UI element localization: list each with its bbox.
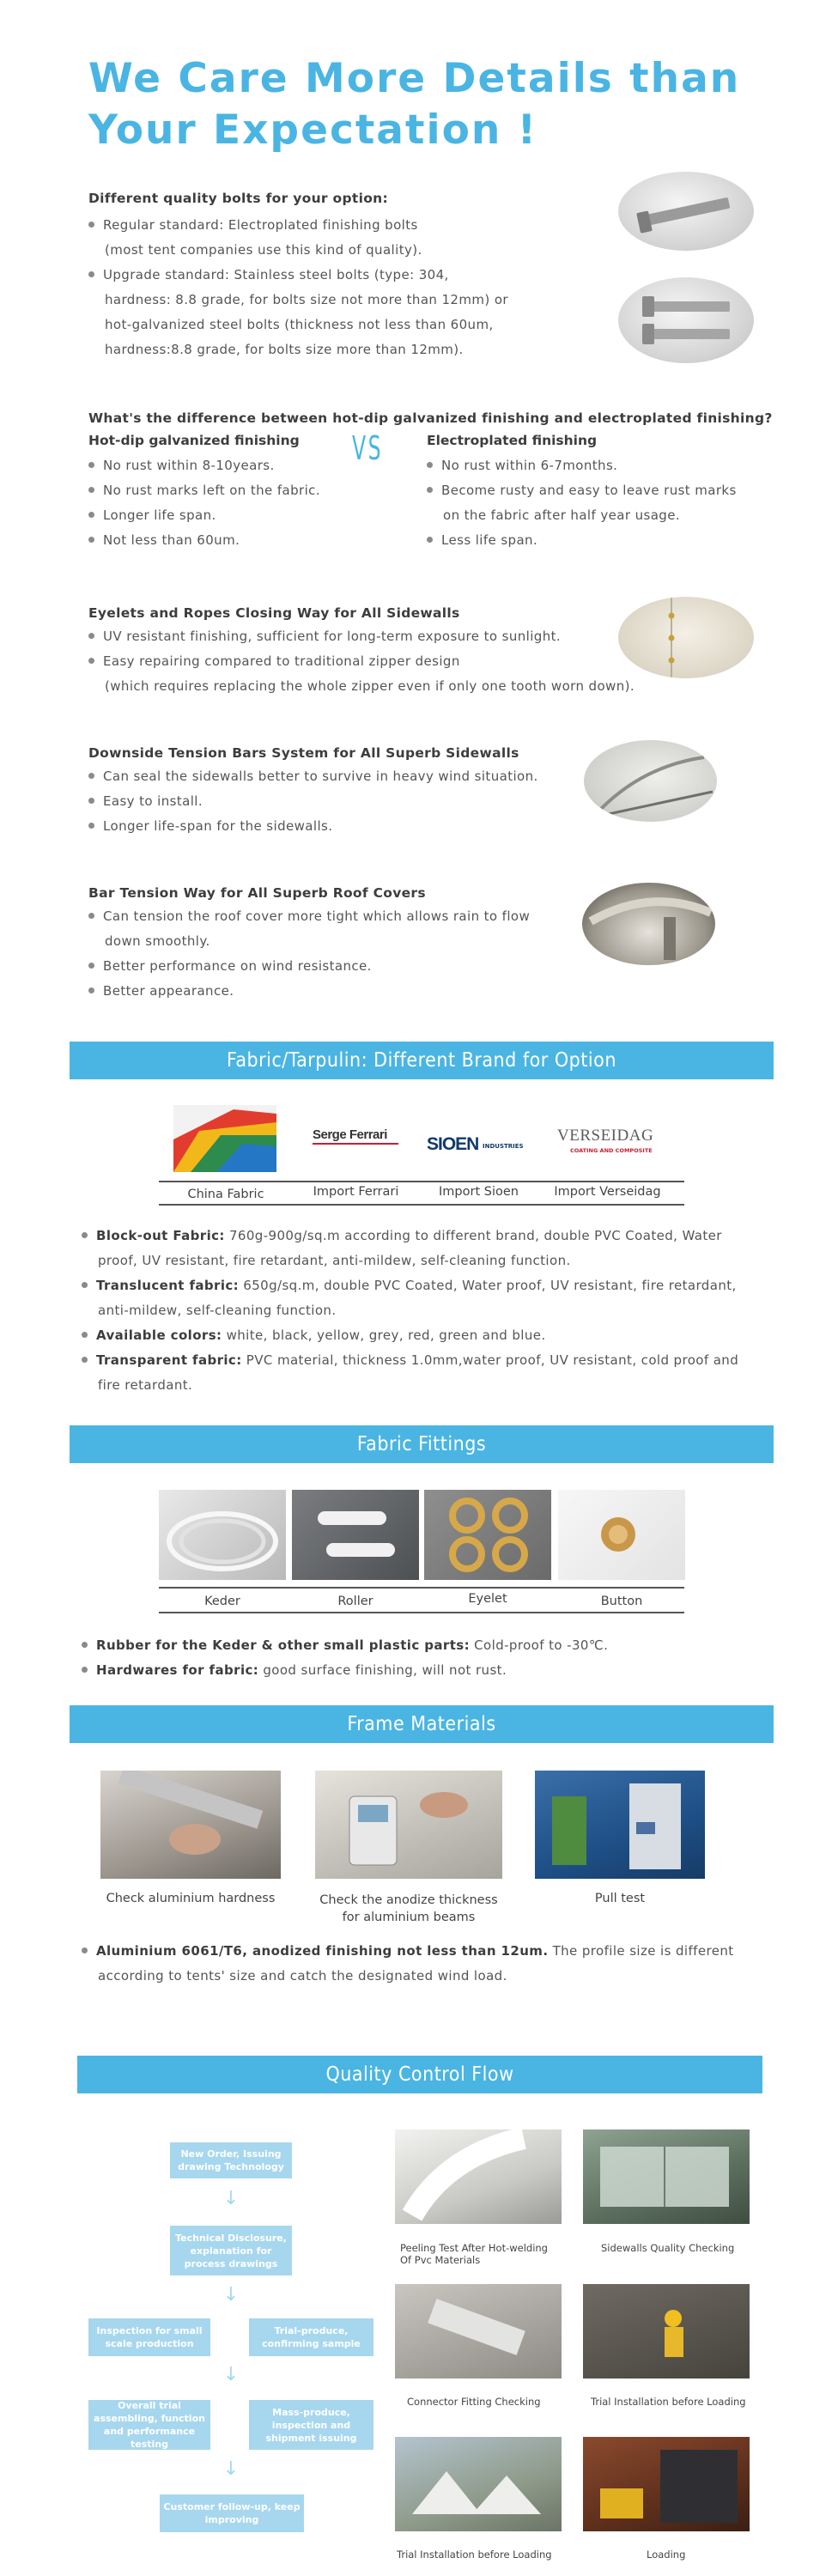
fitting-label-eyelet: Eyelet [468, 1592, 507, 1606]
hot-dip-item: Not less than 60um. [88, 528, 346, 553]
eyelets-image [618, 597, 754, 678]
brand-divider-top [159, 1181, 684, 1182]
headline-line-2: Your Expectation ! [88, 106, 538, 154]
spec-label: Transparent fabric: [96, 1352, 242, 1368]
brand-label-verseidag: Import Verseidag [554, 1185, 661, 1199]
electroplated-item: on the fabric after half year usage. [443, 507, 681, 523]
qc-banner: Quality Control Flow [77, 2056, 762, 2093]
aluminium-hardness-photo [100, 1771, 281, 1879]
qc-caption-loading: Loading [647, 2549, 686, 2561]
eyelets-line: (which requires replacing the whole zipper even if only one tooth worn down). [105, 678, 635, 694]
bolt-image-electroplated [618, 172, 754, 251]
qc-photo-loading [583, 2437, 750, 2531]
fabric-banner: Fabric/Tarpulin: Different Brand for Option [70, 1042, 774, 1079]
bolts-line: hardness:8.8 grade, for bolts size more than 12mm). [105, 342, 464, 357]
spec-label: Aluminium 6061/T6, anodized finishing not less than 12um. [96, 1943, 549, 1959]
flow-step-trial-produce: Trial-produce, confirming sample [249, 2318, 373, 2356]
bolt-illustration-icon [618, 172, 754, 251]
electroplated-title: Electroplated finishing [427, 433, 598, 448]
spec-text: proof, UV resistant, fire retardant, anti-mildew, self-cleaning function. [98, 1253, 571, 1268]
hot-dip-title: Hot-dip galvanized finishing [88, 433, 300, 448]
brand-label-sioen: Import Sioen [439, 1185, 519, 1199]
roof-image [582, 883, 715, 965]
keder-coil-icon [159, 1490, 286, 1580]
roof-section [88, 885, 621, 1004]
qc-caption-peeling-line-2: Of Pvc Materials [400, 2254, 481, 2266]
fitting-label-button: Button [600, 1595, 643, 1608]
frame-caption-pull: Pull test [594, 1892, 646, 1905]
hot-dip-column [88, 433, 346, 553]
flow-step-customer-follow-up: Customer follow-up, keep improving [160, 2494, 304, 2532]
frame-spec-line [82, 1939, 786, 1964]
qc-photo-sidewalls [583, 2129, 750, 2224]
flow-arrow: ↓ [222, 2364, 240, 2385]
page-headline [88, 53, 792, 156]
bolts-section [88, 191, 569, 362]
roof-tension-icon [582, 883, 715, 965]
roof-title: Bar Tension Way for All Superb Roof Covers [88, 885, 426, 901]
downside-line: Can seal the sidewalls better to survive in heavy wind situation. [88, 764, 621, 789]
fabric-specs [82, 1224, 794, 1398]
downside-section [88, 745, 621, 839]
fabric-spec-line [82, 1373, 794, 1398]
hot-dip-item: No rust within 8-10years. [88, 453, 346, 478]
sidewalls-check-icon [583, 2129, 750, 2224]
flow-arrow: ↓ [222, 2458, 240, 2480]
verseidag-logo-sub: COATING AND COMPOSITE [570, 1147, 653, 1154]
flow-step-technical-disclosure: Technical Disclosure, explanation for process drawings [170, 2226, 292, 2275]
button-fitting-icon [558, 1490, 685, 1580]
roller-icon [292, 1490, 419, 1580]
electroplated-column [427, 433, 787, 553]
trial-installation-icon [583, 2284, 750, 2379]
bolts-line: Regular standard: Electroplated finishing bolts [88, 213, 569, 238]
flow-step-new-order: New Order, Issuing drawing Technology [170, 2142, 292, 2178]
flow-arrow: ↓ [222, 2188, 240, 2209]
frame-banner: Frame Materials [70, 1705, 774, 1743]
spec-text: fire retardant. [98, 1377, 193, 1393]
spec-label: Hardwares for fabric: [96, 1662, 259, 1678]
fitting-spec-line [82, 1658, 786, 1683]
frame-caption-anodize-line-1: Check the anodize thickness [319, 1893, 498, 1907]
roof-line: down smoothly. [105, 933, 210, 949]
bolts-line: Upgrade standard: Stainless steel bolts (type: 304, [88, 263, 569, 288]
qc-caption-trial-2: Trial Installation before Loading [397, 2549, 552, 2561]
frame-specs [82, 1939, 786, 1989]
roof-line: Can tension the roof cover more tight which allows rain to flow [88, 904, 621, 929]
spec-text: The profile size is different [548, 1943, 734, 1959]
bolts-line: (most tent companies use this kind of quality). [105, 242, 422, 258]
qc-caption-trial-1: Trial Installation before Loading [591, 2396, 746, 2408]
peeling-test-icon [395, 2129, 562, 2224]
bolts-pair-icon [618, 277, 754, 363]
connector-fitting-icon [395, 2284, 562, 2379]
fabric-spec-line [82, 1224, 794, 1249]
fabric-spec-line [82, 1249, 794, 1273]
tension-bar-icon [584, 740, 717, 822]
container-loading-icon [583, 2437, 750, 2531]
button-photo [558, 1490, 685, 1580]
bolt-image-stainless [618, 277, 754, 363]
bolts-line: hot-galvanized steel bolts (thickness not less than 60um, [105, 317, 494, 332]
spec-text: PVC material, thickness 1.0mm,water proof, UV resistant, cold proof and [241, 1352, 739, 1368]
versus-label: VS [352, 429, 384, 467]
pull-test-machine-icon [535, 1771, 705, 1879]
downside-line: Easy to install. [88, 789, 621, 814]
eyelets-line: UV resistant finishing, sufficient for long-term exposure to sunlight. [88, 624, 707, 649]
bolts-title: Different quality bolts for your option: [88, 191, 388, 206]
frame-caption-hardness: Check aluminium hardness [106, 1892, 276, 1905]
hot-dip-item: No rust marks left on the fabric. [88, 478, 346, 503]
fabric-spec-line [82, 1323, 794, 1348]
qc-caption-sidewalls: Sidewalls Quality Checking [601, 2242, 735, 2254]
tent-trial-icon [395, 2437, 562, 2531]
spec-label: Translucent fabric: [96, 1278, 240, 1293]
eyelet-rings-icon [424, 1490, 551, 1580]
qc-photo-trial-2 [395, 2437, 562, 2531]
sioen-logo: SIOEN [427, 1134, 479, 1154]
eyelets-rope-icon [618, 597, 754, 678]
spec-text: anti-mildew, self-cleaning function. [98, 1303, 337, 1318]
downside-title: Downside Tension Bars System for All Superb Sidewalls [88, 745, 519, 761]
flow-step-small-scale: Inspection for small scale production [88, 2318, 210, 2356]
verseidag-logo: VERSEIDAG [557, 1127, 654, 1145]
qc-caption-connector: Connector Fitting Checking [407, 2396, 541, 2408]
qc-caption-peeling [400, 2242, 548, 2266]
china-fabric-swatch [173, 1105, 276, 1172]
frame-spec-line: according to tents' size and catch the designated wind load. [98, 1968, 507, 1984]
fittings-divider-bottom [159, 1612, 684, 1613]
flow-step-overall-trial: Overall trial assembling, function and performance testing [88, 2400, 210, 2450]
spec-label: Available colors: [96, 1327, 222, 1343]
electroplated-item: Less life span. [427, 528, 787, 553]
spec-text: 650g/sq.m, double PVC Coated, Water proof, UV resistant, fire retardant, [239, 1278, 737, 1293]
fitting-label-roller: Roller [337, 1595, 373, 1608]
fabric-spec-line [82, 1298, 794, 1323]
spec-label: Block-out Fabric: [96, 1228, 225, 1243]
frame-caption-anodize-line-2: for aluminium beams [342, 1911, 476, 1924]
eyelets-line: Easy repairing compared to traditional zipper design [88, 649, 707, 674]
sioen-logo-sub: INDUSTRIES [483, 1143, 524, 1150]
spec-text: Cold-proof to -30℃. [470, 1637, 609, 1653]
fittings-banner: Fabric Fittings [70, 1425, 774, 1463]
headline-line-1: We Care More Details than [88, 55, 741, 102]
finishing-question: What's the difference between hot-dip galvanized finishing and electroplated finishing? [88, 410, 773, 426]
brand-divider-bottom [159, 1204, 684, 1206]
hot-dip-item: Longer life span. [88, 503, 346, 528]
qc-caption-peeling-line-1: Peeling Test After Hot-welding [400, 2242, 548, 2254]
bolts-line: hardness: 8.8 grade, for bolts size not more than 12mm) or [105, 292, 508, 307]
flow-step-mass-produce: Mass-produce, inspection and shipment issuing [249, 2400, 373, 2450]
serge-ferrari-underline [313, 1143, 398, 1145]
downside-line: Longer life-span for the sidewalls. [88, 814, 621, 839]
eyelets-section [88, 605, 707, 699]
hardness-tester-icon [100, 1771, 281, 1879]
brand-label-china: China Fabric [187, 1188, 264, 1201]
eyelet-photo [424, 1490, 551, 1580]
spec-text: white, black, yellow, grey, red, green and blue. [222, 1327, 546, 1343]
electroplated-item: Become rusty and easy to leave rust marks [427, 478, 787, 503]
fittings-specs [82, 1633, 786, 1683]
fitting-label-keder: Keder [204, 1595, 240, 1608]
frame-caption-anodize [315, 1892, 502, 1926]
qc-photo-peeling [395, 2129, 562, 2224]
roof-line: Better appearance. [88, 979, 621, 1004]
keder-photo [159, 1490, 286, 1580]
roof-line: Better performance on wind resistance. [88, 954, 621, 979]
fittings-divider-top [159, 1587, 684, 1589]
pull-test-photo [535, 1771, 705, 1879]
roller-photo [292, 1490, 419, 1580]
qc-photo-trial-1 [583, 2284, 750, 2379]
electroplated-item: No rust within 6-7months. [427, 453, 787, 478]
fabric-swatch-icon [173, 1105, 276, 1172]
qc-photo-connector [395, 2284, 562, 2379]
spec-label: Rubber for the Keder & other small plastic parts: [96, 1637, 471, 1653]
fabric-spec-line [82, 1348, 794, 1373]
downside-image [584, 740, 717, 822]
serge-ferrari-logo: Serge Ferrari [313, 1127, 387, 1142]
anodize-thickness-photo [315, 1771, 502, 1879]
fabric-spec-line [82, 1273, 794, 1298]
spec-text: good surface finishing, will not rust. [258, 1662, 507, 1678]
fitting-spec-line [82, 1633, 786, 1658]
thickness-gauge-icon [315, 1771, 502, 1879]
spec-text: 760g-900g/sq.m according to different brand, double PVC Coated, Water [224, 1228, 722, 1243]
eyelets-title: Eyelets and Ropes Closing Way for All Sidewalls [88, 605, 460, 621]
flow-arrow: ↓ [222, 2284, 240, 2306]
brand-label-ferrari: Import Ferrari [313, 1185, 399, 1199]
